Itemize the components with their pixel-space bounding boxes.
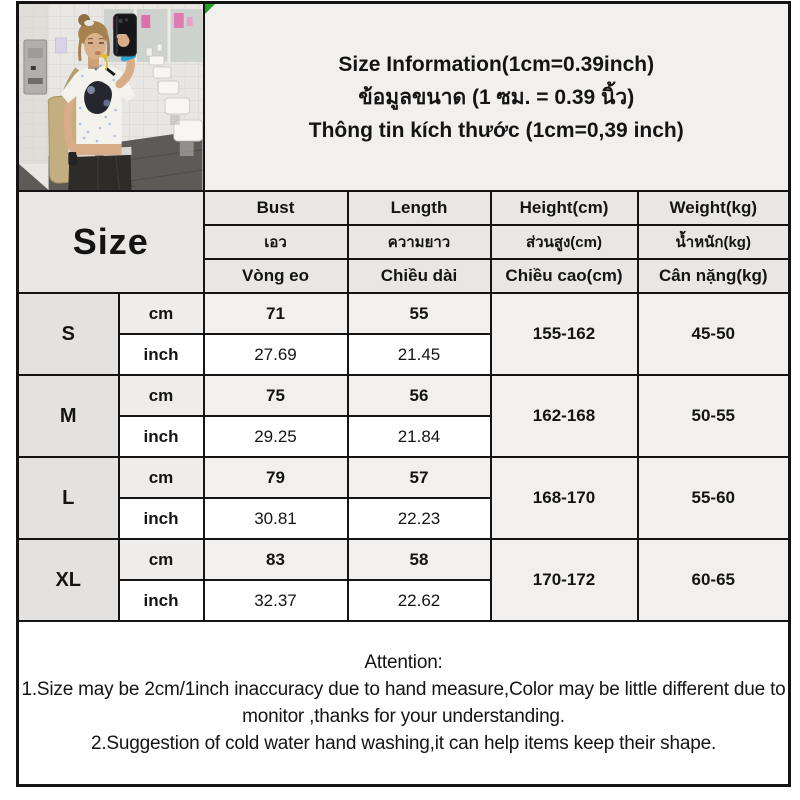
col-header-weight-vi: Cân nặng(kg) xyxy=(638,259,790,293)
attention-note-block xyxy=(18,621,790,785)
col-header-length-vi: Chiều dài xyxy=(348,259,491,293)
col-header-weight-th: น้ำหนัก(kg) xyxy=(638,225,790,259)
bust-cm-m: 75 xyxy=(204,375,348,416)
size-table xyxy=(16,1,791,787)
bust-inch-m: 29.25 xyxy=(204,416,348,457)
col-header-length-th: ความยาว xyxy=(348,225,491,259)
unit-label-inch: inch xyxy=(119,498,204,539)
length-cm-l: 57 xyxy=(348,457,491,498)
attention-heading: Attention: xyxy=(364,651,443,673)
size-row-label-xl: XL xyxy=(18,539,119,621)
weight-range-xl: 60-65 xyxy=(638,539,790,621)
height-range-s: 155-162 xyxy=(491,293,638,375)
col-header-bust-en: Bust xyxy=(204,191,348,225)
size-info-title-block xyxy=(204,3,790,192)
bust-cm-xl: 83 xyxy=(204,539,348,580)
height-range-l: 168-170 xyxy=(491,457,638,539)
unit-label-cm: cm xyxy=(119,375,204,416)
attention-note-1: 1.Size may be 2cm/1inch inaccuracy due to hand measure,Color may be little different due to monitor ,thanks for your understanding. xyxy=(21,678,786,727)
unit-label-cm: cm xyxy=(119,457,204,498)
size-row-label-l: L xyxy=(18,457,119,539)
bust-inch-l: 30.81 xyxy=(204,498,348,539)
height-range-xl: 170-172 xyxy=(491,539,638,621)
bust-inch-s: 27.69 xyxy=(204,334,348,375)
attention-note-2: 2.Suggestion of cold water hand washing,it can help items keep their shape. xyxy=(90,732,717,754)
model-photo xyxy=(18,3,204,192)
unit-label-cm: cm xyxy=(119,293,204,334)
weight-range-m: 50-55 xyxy=(638,375,790,457)
height-range-m: 162-168 xyxy=(491,375,638,457)
size-row-label-s: S xyxy=(18,293,119,375)
length-inch-m: 21.84 xyxy=(348,416,491,457)
length-cm-xl: 58 xyxy=(348,539,491,580)
length-cm-s: 55 xyxy=(348,293,491,334)
size-row-label-m: M xyxy=(18,375,119,457)
col-header-height-vi: Chiều cao(cm) xyxy=(491,259,638,293)
unit-label-cm: cm xyxy=(119,539,204,580)
length-inch-s: 21.45 xyxy=(348,334,491,375)
length-cm-m: 56 xyxy=(348,375,491,416)
unit-label-inch: inch xyxy=(119,580,204,621)
green-corner-marker-icon xyxy=(205,4,215,14)
col-header-bust-vi: Vòng eo xyxy=(204,259,348,293)
weight-range-s: 45-50 xyxy=(638,293,790,375)
title-thai: ข้อมูลขนาด (1 ซม. = 0.39 นิ้ว) xyxy=(358,85,635,109)
unit-label-inch: inch xyxy=(119,416,204,457)
col-header-height-th: ส่วนสูง(cm) xyxy=(491,225,638,259)
title-english: Size Information(1cm=0.39inch) xyxy=(338,52,655,76)
bust-cm-s: 71 xyxy=(204,293,348,334)
weight-range-l: 55-60 xyxy=(638,457,790,539)
bust-inch-xl: 32.37 xyxy=(204,580,348,621)
title-vietnamese: Thông tin kích thước (1cm=0,39 inch) xyxy=(308,118,684,142)
length-inch-l: 22.23 xyxy=(348,498,491,539)
length-inch-xl: 22.62 xyxy=(348,580,491,621)
unit-label-inch: inch xyxy=(119,334,204,375)
size-corner-header: Size xyxy=(18,191,204,293)
col-header-bust-th: เอว xyxy=(204,225,348,259)
col-header-length-en: Length xyxy=(348,191,491,225)
model-mirror-selfie-illustration xyxy=(19,4,203,190)
bust-cm-l: 79 xyxy=(204,457,348,498)
col-header-weight-en: Weight(kg) xyxy=(638,191,790,225)
col-header-height-en: Height(cm) xyxy=(491,191,638,225)
